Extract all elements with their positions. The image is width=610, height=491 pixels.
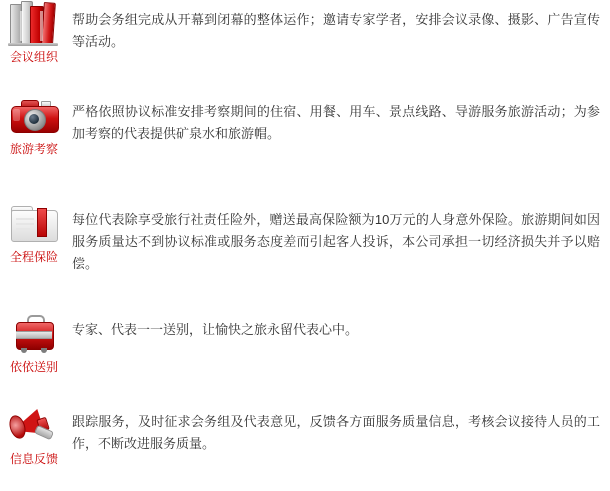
icon-column xyxy=(3,200,65,265)
service-text-column xyxy=(65,402,610,455)
service-text-column xyxy=(65,310,610,341)
service-description: 跟踪服务，及时征求会务组及代表意见，反馈各方面服务质量信息，考核会议接待人员的工作，不断改进服务质量。 xyxy=(72,414,600,451)
icon-column xyxy=(3,92,65,157)
service-text-column xyxy=(65,0,610,53)
icon-column xyxy=(3,310,65,375)
service-item-full-insurance xyxy=(0,200,610,310)
service-label: 依依送别 xyxy=(9,360,58,374)
service-label: 会议组织 xyxy=(9,50,58,64)
service-item-farewell xyxy=(0,310,610,402)
camera-icon xyxy=(8,94,60,138)
service-item-conference-organization xyxy=(0,0,610,92)
service-label: 信息反馈 xyxy=(9,452,58,466)
service-text-column xyxy=(65,200,610,275)
stacked-books-icon xyxy=(8,2,60,46)
service-description: 帮助会务组完成从开幕到闭幕的整体运作；邀请专家学者，安排会议录像、摄影、广告宣传等活动。 xyxy=(72,12,600,49)
service-text-column xyxy=(65,92,610,145)
service-description: 专家、代表一一送别，让愉快之旅永留代表心中。 xyxy=(72,322,359,337)
service-label: 旅游考察 xyxy=(9,142,58,156)
service-item-feedback xyxy=(0,402,610,491)
suitcase-icon xyxy=(8,312,60,356)
service-description: 每位代表除享受旅行社责任险外，赠送最高保险额为10万元的人身意外保险。旅游期间如因服务质量达不到协议标准或服务态度差而引起客人投诉，本公司承担一切经济损失并予以赔偿。 xyxy=(72,212,600,271)
folder-document-icon xyxy=(8,202,60,246)
icon-column xyxy=(3,0,65,65)
service-label: 全程保险 xyxy=(9,250,58,264)
icon-column xyxy=(3,402,65,467)
megaphone-icon xyxy=(8,404,60,448)
service-item-tour-inspection xyxy=(0,92,610,200)
service-description: 严格依照协议标准安排考察期间的住宿、用餐、用车、景点线路、导游服务旅游活动；为参加考察的代表提供矿泉水和旅游帽。 xyxy=(72,104,600,141)
